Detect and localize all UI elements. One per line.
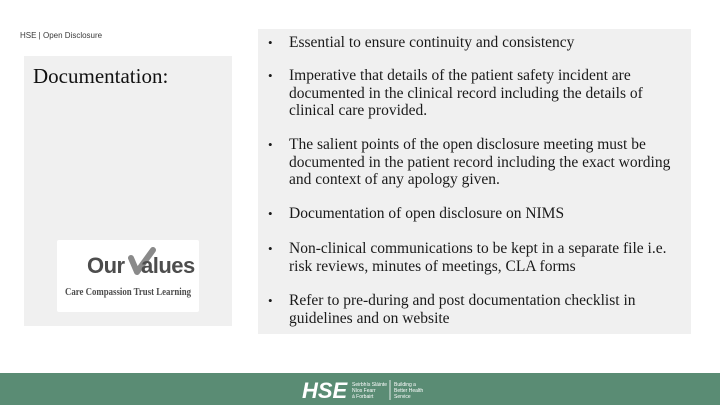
bullet-dot: •	[268, 68, 273, 83]
svg-text:Seirbhís Sláinte: Seirbhís Sláinte	[352, 382, 388, 388]
bullet-text: Non-clinical communications to be kept in a separate file i.e. risk reviews, minutes of meetings, CLA forms	[289, 240, 667, 275]
bullet-dot: •	[268, 35, 273, 50]
svg-text:Níos Fearr: Níos Fearr	[352, 388, 376, 394]
svg-text:Building a: Building a	[394, 382, 416, 388]
bullet-text: The salient points of the open disclosure meeting must be documented in the patient record including the exact wording and context of any apology given.	[289, 136, 671, 188]
bullet-text: Imperative that details of the patient safety incident are documented in the clinical record including the details of clinical care provided.	[289, 67, 643, 119]
page-title: Documentation:	[33, 64, 169, 88]
bullet-item	[268, 67, 688, 120]
bullet-item	[268, 34, 688, 52]
bullet-text: Essential to ensure continuity and consistency	[289, 34, 575, 51]
bullet-text: Documentation of open disclosure on NIMS	[289, 205, 565, 222]
left-panel	[24, 56, 232, 326]
bullet-text: Refer to pre-during and post documentation checklist in guidelines and on website	[289, 292, 636, 327]
bullet-dot: •	[268, 206, 273, 221]
hse-logo	[300, 378, 430, 407]
header-label: HSE | Open Disclosure	[20, 31, 103, 40]
bullet-item	[268, 292, 688, 327]
svg-text:HSE: HSE	[302, 378, 348, 403]
bullet-item	[268, 240, 688, 275]
svg-text:á Forbairt: á Forbairt	[352, 394, 374, 400]
svg-text:alues: alues	[141, 253, 195, 278]
footer-bar	[0, 373, 720, 405]
svg-text:Our: Our	[87, 253, 125, 278]
bullet-dot: •	[268, 293, 273, 308]
bullet-dot: •	[268, 137, 273, 152]
content-panel	[258, 29, 691, 334]
our-values-logo	[57, 240, 199, 312]
svg-text:Care Compassion Trust Learning: Care Compassion Trust Learning	[65, 287, 192, 298]
svg-text:Better Health: Better Health	[394, 388, 424, 394]
bullet-dot: •	[268, 241, 273, 256]
bullet-item	[268, 205, 688, 223]
bullet-item	[268, 136, 688, 189]
svg-text:Service: Service	[394, 394, 411, 400]
